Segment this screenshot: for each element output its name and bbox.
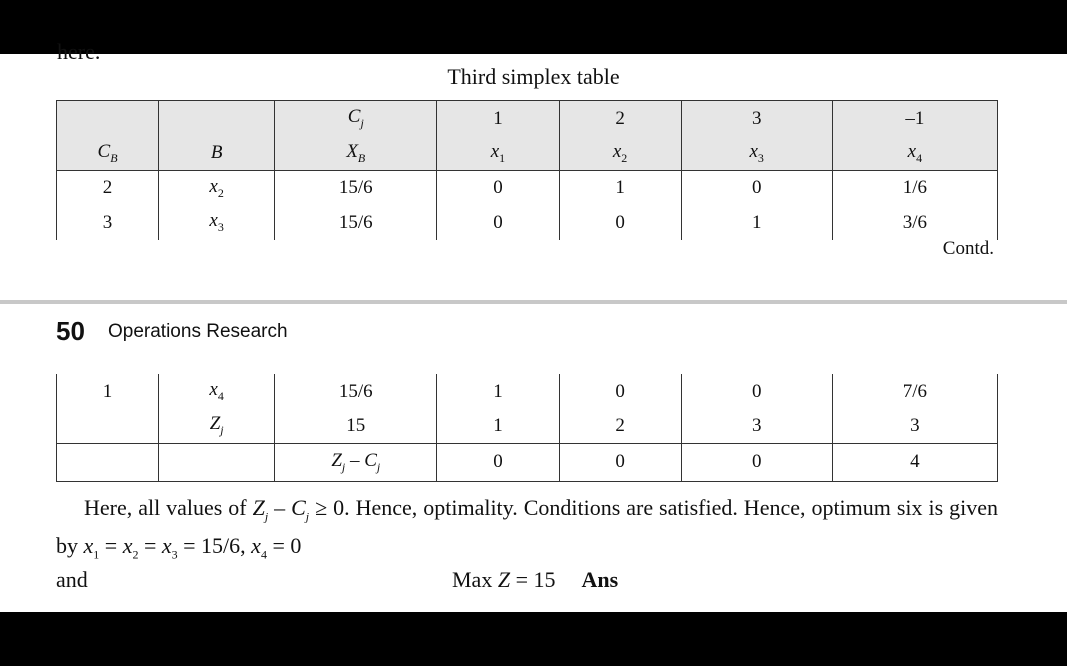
table-row — [57, 171, 998, 206]
cell-empty — [159, 443, 275, 481]
page-bottom — [0, 304, 1067, 612]
cell-value: 2 — [559, 409, 681, 443]
page-top — [0, 39, 1067, 300]
header-xb: $X_B$ — [275, 137, 437, 171]
cell-basis: $Z_j$ — [159, 409, 275, 443]
chapter-title: Operations Research — [108, 321, 288, 342]
cell-value: 0 — [437, 171, 559, 206]
cell-cb — [57, 409, 159, 443]
cell-value: 0 — [681, 374, 832, 409]
cell-xb: 15/6 — [275, 206, 437, 240]
header-cost-1: 1 — [437, 101, 559, 137]
cell-value: 0 — [681, 443, 832, 481]
table-row-zj-cj — [57, 443, 998, 481]
header-cost-4: –1 — [832, 101, 997, 137]
cell-xb: 15/6 — [275, 374, 437, 409]
contd-label: Contd. — [942, 238, 994, 259]
chapter-number: 50 — [56, 316, 85, 346]
cell-value: 0 — [437, 206, 559, 240]
simplex-table-top — [56, 100, 998, 240]
simplex-table-bottom — [56, 374, 998, 482]
table-title: Third simplex table — [447, 64, 620, 89]
max-z-result: Max Z = 15 Ans — [452, 567, 619, 592]
cell-cb: 2 — [57, 171, 159, 206]
cell-basis: $x_2$ — [159, 171, 275, 206]
header-x4: $x_4$ — [832, 137, 997, 171]
header-x2: $x_2$ — [559, 137, 681, 171]
cell-cb: 1 — [57, 374, 159, 409]
table-row-zj — [57, 409, 998, 443]
header-b: B — [159, 137, 275, 171]
cell-basis: $x_3$ — [159, 206, 275, 240]
table-header-row-2 — [57, 137, 998, 171]
cell-value: 1 — [681, 206, 832, 240]
ans-label: Ans — [581, 567, 619, 592]
table-header-row-1 — [57, 101, 998, 137]
cell-cb: 3 — [57, 206, 159, 240]
cell-value: 0 — [437, 443, 559, 481]
conclusion-paragraph: Here, all values of $Z_j - C_j \ge 0$. Hence, optimality. Conditions are satisfied. Hence, optimum six is given by $x_1 = x_2 = x_3 = 15/6$, $x_4 = 0$ — [56, 495, 998, 562]
table-row — [57, 206, 998, 240]
header-cb: $C_B$ — [57, 137, 159, 171]
cell-value: 3 — [832, 409, 997, 443]
cell-xb: 15 — [275, 409, 437, 443]
cell-value: 4 — [832, 443, 997, 481]
cell-value: 0 — [559, 443, 681, 481]
cutoff-text: here. — [57, 39, 101, 64]
cell-value: 7/6 — [832, 374, 997, 409]
cell-zj-cj-label: $Z_j - C_j$ — [275, 443, 437, 481]
cell-basis: $x_4$ — [159, 374, 275, 409]
header-cost-2: 2 — [559, 101, 681, 137]
cell-value: 0 — [681, 171, 832, 206]
cell-value: 0 — [559, 206, 681, 240]
header-x3: $x_3$ — [681, 137, 832, 171]
header-cj: $C_j$ — [275, 101, 437, 137]
and-label: and — [56, 567, 88, 592]
cell-value: 3 — [681, 409, 832, 443]
cell-value: 1 — [559, 171, 681, 206]
cell-value: 1/6 — [832, 171, 997, 206]
cell-value: 1 — [437, 374, 559, 409]
cell-value: 1 — [437, 409, 559, 443]
header-cost-3: 3 — [681, 101, 832, 137]
header-cell — [57, 101, 159, 137]
header-x1: $x_1$ — [437, 137, 559, 171]
table-row — [57, 374, 998, 409]
cell-value: 3/6 — [832, 206, 997, 240]
cell-empty — [57, 443, 159, 481]
cell-xb: 15/6 — [275, 171, 437, 206]
header-cell — [159, 101, 275, 137]
cell-value: 0 — [559, 374, 681, 409]
